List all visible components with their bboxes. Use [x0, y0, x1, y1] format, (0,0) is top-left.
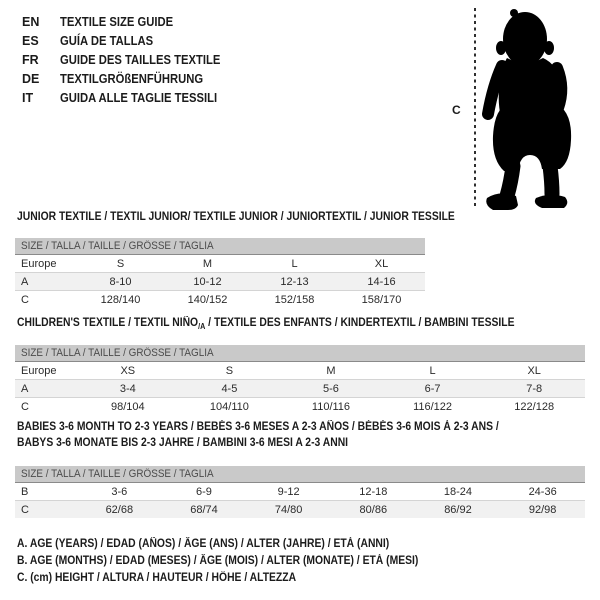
cell: 74/80 — [246, 501, 331, 519]
children-table-title — [17, 317, 570, 331]
table-row — [15, 273, 425, 291]
cell: M — [202, 257, 213, 270]
cell: 122/128 — [483, 398, 585, 416]
size-header-row — [15, 466, 585, 483]
cell: 140/152 — [164, 291, 251, 309]
legend-notes — [17, 538, 463, 589]
cell: S — [116, 257, 125, 270]
row-label: A — [15, 380, 77, 398]
cell: XS — [120, 364, 136, 377]
babies-title-line2-text: BABYS 3-6 MONATE BIS 2-3 JAHRE / BAMBINI 3-6 MESI A 2-3 ANNI — [17, 437, 349, 449]
note-age-years — [17, 538, 463, 555]
cell: 18-24 — [443, 485, 473, 498]
cell: 6-9 — [196, 485, 212, 498]
cell: 68/74 — [162, 501, 247, 519]
children-table-title-text — [17, 317, 515, 331]
cell: 7-8 — [483, 380, 585, 398]
guide-title: GUIDA ALLE TAGLIE TESSILI — [60, 90, 218, 105]
language-code: EN — [22, 14, 40, 29]
cell: 98/104 — [77, 398, 179, 416]
cell: 5-6 — [280, 380, 382, 398]
language-row — [22, 88, 238, 107]
cell: 6-7 — [382, 380, 484, 398]
table-row — [15, 291, 425, 309]
row-label: A — [15, 273, 77, 291]
row-label: C — [15, 501, 77, 519]
baby-silhouette — [486, 9, 571, 210]
row-label: Europe — [21, 257, 57, 270]
baby-silhouette-icon — [450, 4, 590, 216]
children-size-table — [15, 345, 585, 415]
cell: M — [326, 364, 336, 377]
language-row — [22, 69, 238, 88]
language-code: FR — [22, 52, 39, 67]
cell: XL — [374, 257, 389, 270]
cell: 14-16 — [338, 273, 425, 291]
size-header-row — [15, 345, 585, 362]
junior-table-title — [17, 211, 503, 223]
cell: L — [291, 257, 298, 270]
junior-size-table — [15, 238, 425, 308]
guide-title: TEXTILGRÖßENFÜHRUNG — [60, 71, 204, 86]
cell: 3-4 — [77, 380, 179, 398]
cell: 8-10 — [77, 273, 164, 291]
size-header-text: SIZE / TALLA / TAILLE / GRÖSSE / TAGLIA — [21, 468, 214, 480]
guide-title: GUIDE DES TAILLES TEXTILE — [60, 52, 221, 67]
size-header-row — [15, 238, 425, 255]
cell: 80/86 — [331, 501, 416, 519]
cell: 3-6 — [111, 485, 128, 498]
size-header — [15, 466, 585, 483]
row-label: C — [15, 398, 77, 416]
table-row — [15, 398, 585, 416]
language-code: DE — [22, 71, 40, 86]
cell: 4-5 — [179, 380, 281, 398]
cell: 116/122 — [382, 398, 484, 416]
cell: 12-18 — [359, 485, 388, 498]
cell: 86/92 — [416, 501, 501, 519]
size-header — [15, 238, 425, 255]
children-title-sub: /A — [198, 322, 206, 331]
cell: 152/158 — [251, 291, 338, 309]
cell: 62/68 — [77, 501, 162, 519]
row-label: Europe — [21, 364, 57, 377]
note-height-cm — [17, 572, 463, 589]
table-row — [15, 483, 585, 501]
junior-table-title-text: JUNIOR TEXTILE / TEXTIL JUNIOR/ TEXTILE JUNIOR / JUNIORTEXTIL / JUNIOR TESSILE — [17, 211, 455, 223]
cell: 104/110 — [179, 398, 281, 416]
language-row — [22, 50, 238, 69]
children-title-pre: CHILDREN'S TEXTILE / TEXTIL NIÑO — [17, 317, 199, 329]
note-age-months — [17, 555, 463, 572]
height-measure-label: C — [452, 103, 461, 117]
size-header-text: SIZE / TALLA / TAILLE / GRÖSSE / TAGLIA — [21, 347, 214, 359]
row-label: C — [15, 291, 77, 309]
note-age-months-text: B. AGE (MONTHS) / EDAD (MESES) / ÂGE (MOIS) / ALTER (MONATE) / ETÀ (MESI) — [17, 555, 419, 567]
babies-title-line1-text: BABIES 3-6 MONTH TO 2-3 YEARS / BEBÉS 3-6 MESES A 2-3 AÑOS / BÉBÉS 3-6 MOIS À 2-3 ANS / — [17, 421, 499, 433]
cell: S — [225, 364, 234, 377]
babies-table-title-line2 — [17, 437, 385, 449]
cell: 128/140 — [77, 291, 164, 309]
language-row — [22, 12, 238, 31]
cell: 12-13 — [251, 273, 338, 291]
cell: XL — [527, 364, 541, 377]
table-row — [15, 362, 585, 380]
size-header-text: SIZE / TALLA / TAILLE / GRÖSSE / TAGLIA — [21, 240, 214, 252]
babies-table-title-line1 — [17, 421, 552, 433]
cell: 9-12 — [277, 485, 300, 498]
note-age-years-text: A. AGE (YEARS) / EDAD (AÑOS) / ÂGE (ANS) / ALTER (JAHRE) / ETÀ (ANNI) — [17, 538, 390, 550]
babies-size-table — [15, 466, 585, 518]
language-row — [22, 31, 238, 50]
guide-title: TEXTILE SIZE GUIDE — [60, 14, 174, 29]
cell: 10-12 — [164, 273, 251, 291]
cell: 110/116 — [280, 398, 382, 416]
cell: L — [429, 364, 436, 377]
guide-title: GUÍA DE TALLAS — [60, 33, 154, 48]
table-row — [15, 501, 585, 519]
language-code: ES — [22, 33, 39, 48]
language-title-list — [22, 12, 238, 107]
table-row — [15, 255, 425, 273]
size-header — [15, 345, 585, 362]
cell: 92/98 — [500, 501, 585, 519]
note-height-cm-text: C. (cm) HEIGHT / ALTURA / HAUTEUR / HÖHE / ALTEZZA — [17, 572, 297, 584]
cell: 24-36 — [528, 485, 557, 498]
children-title-post: / TEXTILE DES ENFANTS / KINDERTEXTIL / BAMBINI TESSILE — [205, 317, 515, 329]
cell: 158/170 — [338, 291, 425, 309]
table-row — [15, 380, 585, 398]
row-label: B — [21, 485, 29, 498]
language-code: IT — [22, 90, 34, 105]
